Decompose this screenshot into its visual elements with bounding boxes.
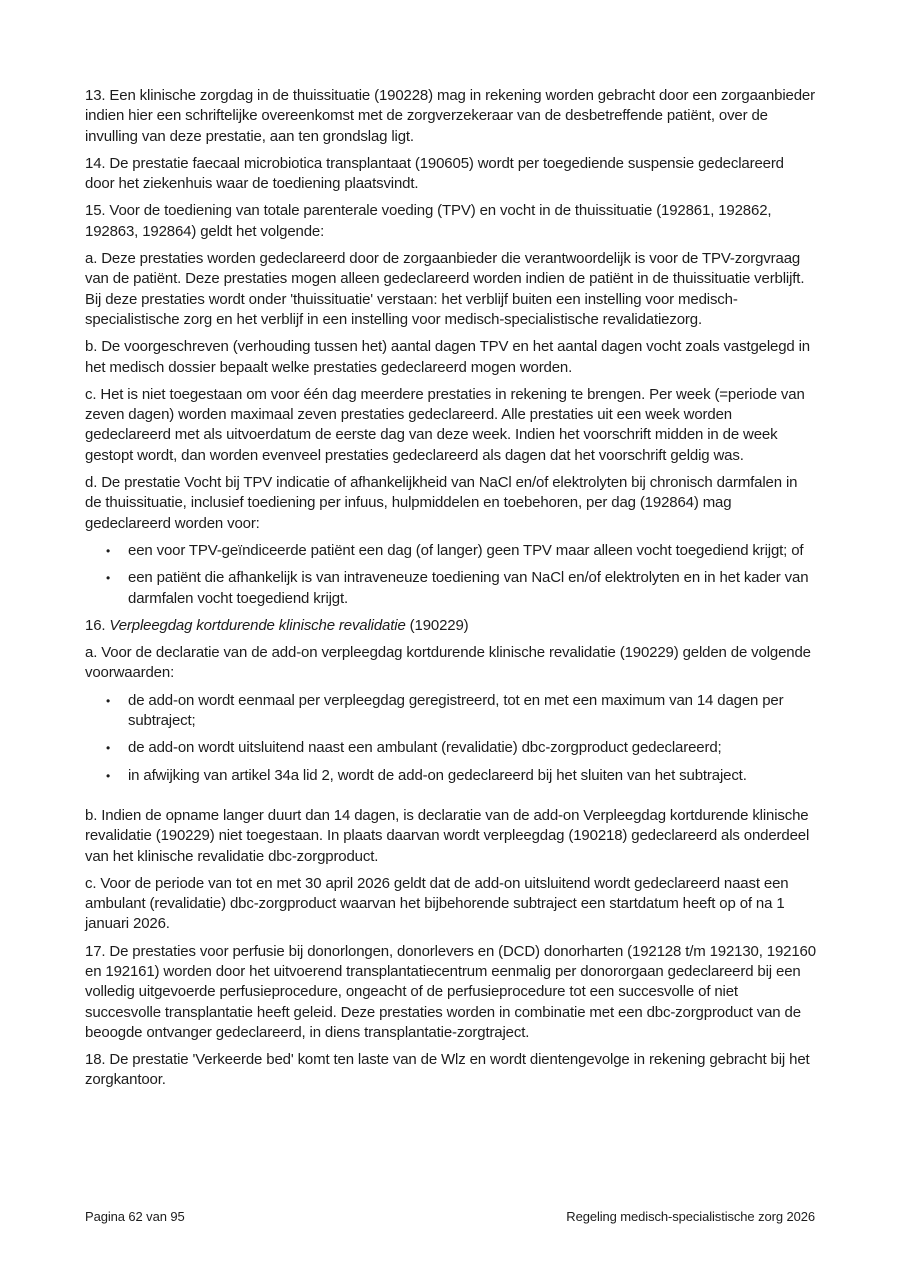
- list-item: [85, 738, 817, 758]
- bullet-list-16a: [85, 691, 817, 786]
- page-footer: [85, 1208, 815, 1225]
- paragraph-17: 17. De prestaties voor perfusie bij donorlongen, donorlevers en (DCD) donorharten (192128 t/m 192130, 192160 en 192161) worden door het uitvoerend transplantatiecentrum eenmalig per donororgaan gedeclareerd bij een volledig uitgevoerde perfusieprocedure, ongeacht of de perfusieprocedure tot een succesvolle of niet succesvolle transplantatie heeft geleid. Deze prestaties worden in combinatie met een dbc-zorgproduct van de beoogde ontvanger gedeclareerd, in diens transplantatie-zorgtraject.: [85, 942, 816, 1041]
- list-item: [85, 568, 817, 609]
- paragraph-16c: c. Voor de periode van tot en met 30 april 2026 geldt dat de add-on uitsluitend wordt gedeclareerd naast een ambulant (revalidatie) dbc-zorgproduct waarvan het bijbehorende subtraject een startdatum heeft op of na 1 januari 2026.: [85, 874, 789, 933]
- footer-document-title: Regeling medisch-specialistische zorg 2026: [566, 1209, 815, 1224]
- paragraph-18: 18. De prestatie 'Verkeerde bed' komt ten laste van de Wlz en wordt dientengevolge in rekening gebracht bij het zorgkantoor.: [85, 1051, 810, 1089]
- list-item: [85, 541, 817, 561]
- list-item-text: een voor TPV-geïndiceerde patiënt een dag (of langer) geen TPV maar alleen vocht toegediend krijgt; of: [128, 541, 804, 559]
- paragraph-15a: a. Deze prestaties worden gedeclareerd door de zorgaanbieder die verantwoordelijk is voor de TPV-zorgvraag van de patiënt. Deze prestaties mogen alleen gedeclareerd worden indien de patiënt in de thuissituatie verblijft. Bij deze prestaties wordt onder 'thuissituatie' verstaan: het verblijf buiten een instelling voor medisch-specialistische zorg en het verblijf in een instelling voor medisch-specialistische revalidatiezorg.: [85, 250, 805, 328]
- section-number: 16.: [85, 616, 110, 634]
- paragraph-16b: b. Indien de opname langer duurt dan 14 dagen, is declaratie van de add-on Verpleegdag kortdurende klinische revalidatie (190229) niet toegestaan. In plaats daarvan wordt verpleegdag (190218) gedeclareerd als onderdeel van het klinische revalidatie dbc-zorgproduct.: [85, 806, 810, 865]
- bullet-list-15d: [85, 541, 817, 609]
- section-title: Verpleegdag kortdurende klinische revalidatie: [109, 616, 406, 634]
- section-code: (190229): [405, 616, 469, 634]
- paragraph-15c: c. Het is niet toegestaan om voor één dag meerdere prestaties in rekening te brengen. Per week (=periode van zeven dagen) worden maximaal zeven prestaties gedeclareerd. Alle prestaties uit een week worden gedeclareerd met als uitvoerdatum de eerste dag van deze week. Indien het voorschrift midden in de week gestopt wordt, dan worden evenveel prestaties gedeclareerd als dagen dat het voorschrift geldig was.: [85, 385, 805, 464]
- list-item-text: de add-on wordt uitsluitend naast een ambulant (revalidatie) dbc-zorgproduct gedeclareerd;: [128, 739, 722, 757]
- list-item-text: in afwijking van artikel 34a lid 2, wordt de add-on gedeclareerd bij het sluiten van het subtraject.: [128, 766, 747, 784]
- paragraph-14: 14. De prestatie faecaal microbiotica transplantaat (190605) wordt per toegediende suspensie gedeclareerd door het ziekenhuis waar de toediening plaatsvindt.: [85, 154, 784, 193]
- paragraph-16a: a. Voor de declaratie van de add-on verpleegdag kortdurende klinische revalidatie (190229) gelden de volgende voorwaarden:: [85, 644, 811, 682]
- list-item: [85, 766, 817, 786]
- footer-page-number: Pagina 62 van 95: [85, 1209, 185, 1224]
- list-item-text: de add-on wordt eenmaal per verpleegdag geregistreerd, tot en met een maximum van 14 dagen per subtraject;: [128, 691, 784, 730]
- paragraph-15: 15. Voor de toediening van totale parenterale voeding (TPV) en vocht in de thuissituatie (192861, 192862, 192863, 192864) geldt het volgende:: [85, 202, 772, 240]
- paragraph-15d: d. De prestatie Vocht bij TPV indicatie of afhankelijkheid van NaCl en/of elektrolyten bij chronisch darmfalen in de thuissituatie, inclusief toediening per infuus, hulpmiddelen en toebehoren, per dag (192864) mag gedeclareerd worden voor:: [85, 474, 798, 532]
- paragraph-15b: b. De voorgeschreven (verhouding tussen het) aantal dagen TPV en het aantal dagen vocht zoals vastgelegd in het medisch dossier bepaalt welke prestaties gedeclareerd mogen worden.: [85, 338, 811, 376]
- section-heading-16: [85, 616, 817, 636]
- paragraph-13: 13. Een klinische zorgdag in de thuissituatie (190228) mag in rekening worden gebracht door een zorgaanbieder indien hier een schriftelijke overeenkomst met de zorgverzekeraar van de desbetreffende patiënt, over de invulling van deze prestatie, aan ten grondslag ligt.: [85, 87, 815, 145]
- page-body: [85, 86, 817, 1098]
- list-item-text: een patiënt die afhankelijk is van intraveneuze toediening van NaCl en/of elektrolyten en in het kader van darmfalen vocht toegediend krijgt.: [128, 569, 809, 607]
- list-item: [85, 691, 817, 732]
